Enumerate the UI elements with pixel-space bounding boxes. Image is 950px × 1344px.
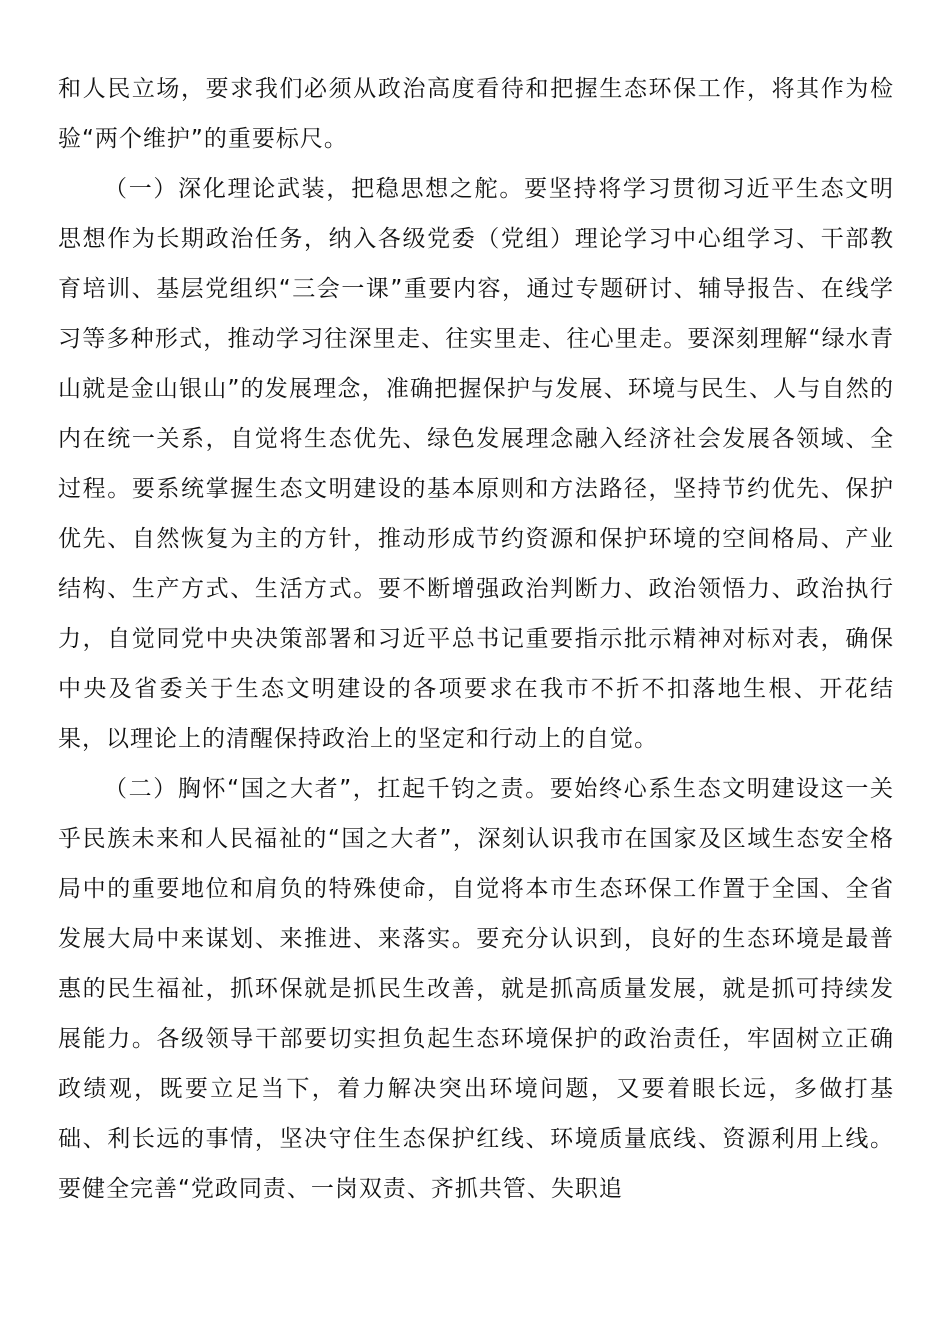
document-page <box>58 64 894 1214</box>
paragraph-continuation: 和人民立场，要求我们必须从政治高度看待和把握生态环保工作，将其作为检验“两个维护”的重要标尺。 <box>58 76 894 152</box>
paragraph-section-one: （一）深化理论武装，把稳思想之舵。要坚持将学习贯彻习近平生态文明思想作为长期政治任务，纳入各级党委（党组）理论学习中心组学习、干部教育培训、基层党组织“三会一课”重要内容，通过专题研讨、辅导报告、在线学习等多种形式，推动学习往深里走、往实里走、往心里走。要深刻理解“绿水青山就是金山银山”的发展理念，准确把握保护与发展、环境与民生、人与自然的内在统一关系，自觉将生态优先、绿色发展理念融入经济社会发展各领域、全过程。要系统掌握生态文明建设的基本原则和方法路径，坚持节约优先、保护优先、自然恢复为主的方针，推动形成节约资源和保护环境的空间格局、产业结构、生产方式、生活方式。要不断增强政治判断力、政治领悟力、政治执行力，自觉同党中央决策部署和习近平总书记重要指示批示精神对标对表，确保中央及省委关于生态文明建设的各项要求在我市不折不扣落地生根、开花结果，以理论上的清醒保持政治上的坚定和行动上的自觉。 <box>58 176 894 752</box>
paragraph-section-two: （二）胸怀“国之大者”，扛起千钧之责。要始终心系生态文明建设这一关乎民族未来和人民福祉的“国之大者”，深刻认识我市在国家及区域生态安全格局中的重要地位和肩负的特殊使命，自觉将本市生态环保工作置于全国、全省发展大局中来谋划、来推进、来落实。要充分认识到，良好的生态环境是最普惠的民生福祉，抓环保就是抓民生改善，就是抓高质量发展，就是抓可持续发展能力。各级领导干部要切实担负起生态环境保护的政治责任，牢固树立正确政绩观，既要立足当下，着力解决突出环境问题，又要着眼长远，多做打基础、利长远的事情，坚决守住生态保护红线、环境质量底线、资源利用上线。要健全完善“党政同责、一岗双责、齐抓共管、失职追 <box>58 776 894 1202</box>
